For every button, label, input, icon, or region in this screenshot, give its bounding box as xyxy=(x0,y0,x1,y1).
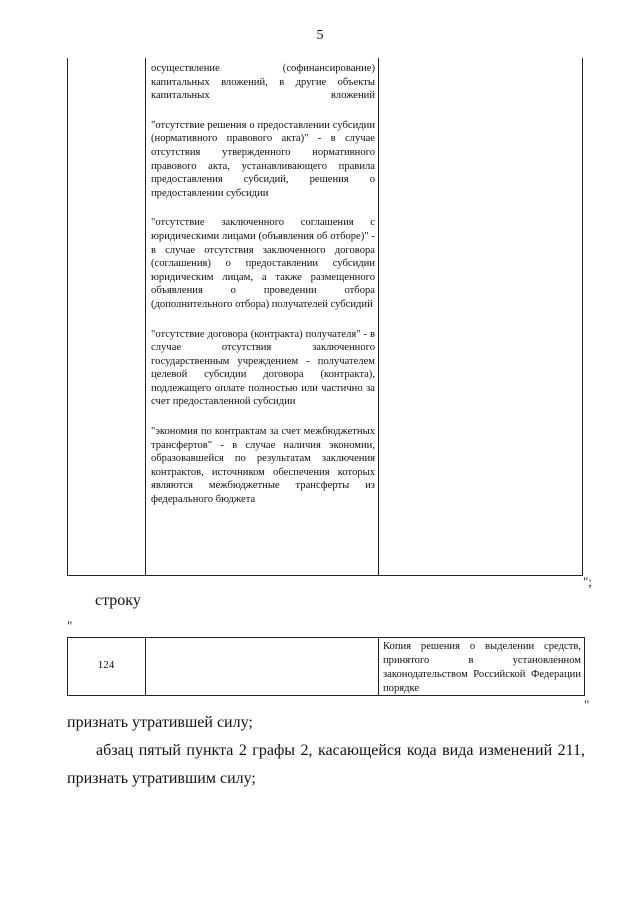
paragraph-no-contract: "отсутствие договора (контракта) получателя" - в случае отсутствия заключенного государственным учреждением - получателем целевой субсидии договора (контракта), подлежащего оплате полностью или частично за счет предоставленной субсидии xyxy=(151,328,375,408)
row-table xyxy=(67,637,585,696)
body-line-3: признать утратившим силу; xyxy=(67,770,256,787)
opening-quote: " xyxy=(67,618,73,633)
table-border-bottom xyxy=(67,575,583,576)
row-code: 124 xyxy=(97,659,115,671)
row-border-right xyxy=(584,637,585,696)
paragraph-contract-savings: "экономия по контрактам за счет межбюджетных трансфертов" - в случае наличия экономии, образовавшейся по результатам заключения контрактов, источником обеспечения которых являются межбюджетные трансферты из федерального бюджета xyxy=(151,426,375,506)
row-divider-1 xyxy=(145,637,146,696)
body-line-1: признать утратившей силу; xyxy=(67,714,253,731)
row-document-text: Копия решения о выделении средств, принятого в установленном законодательством Российской Федерации порядке xyxy=(383,641,581,694)
table-cell-description xyxy=(151,62,375,523)
paragraph-capital-investments: осуществление (софинансирование) капитальных вложений, в другие объекты капитальных вложений xyxy=(151,63,375,102)
table-divider-2 xyxy=(378,58,379,576)
row-divider-2 xyxy=(378,637,379,696)
closing-quote: "; xyxy=(583,574,592,589)
table-divider-1 xyxy=(145,58,146,576)
paragraph-no-agreement: "отсутствие заключенного соглашения с юридическими лицами (объявления об отборе)" - в случае отсутствия заключенного договора (соглашения) о предоставлении субсидии юридическим лицам, а также размещенного объявления о проведении отбора (дополнительного отбора) получателей субсидий xyxy=(151,217,375,310)
page-number: 5 xyxy=(316,28,324,43)
table-border-left xyxy=(67,58,68,576)
body-line-2: абзац пятый пункта 2 графы 2, касающейся кода вида изменений 211, xyxy=(96,742,585,759)
stroku-label: строку xyxy=(95,592,141,609)
paragraph-no-subsidy-decision: "отсутствие решения о предоставлении субсидии (нормативного правового акта)" - в случае отсутствия утвержденного нормативного правового акта, устанавливающего правила предоставления субсидий, решения о предоставлении субсидии xyxy=(151,119,375,199)
continued-table xyxy=(67,58,583,576)
closing-quote-row: " xyxy=(584,697,590,712)
table-border-right xyxy=(582,58,583,576)
